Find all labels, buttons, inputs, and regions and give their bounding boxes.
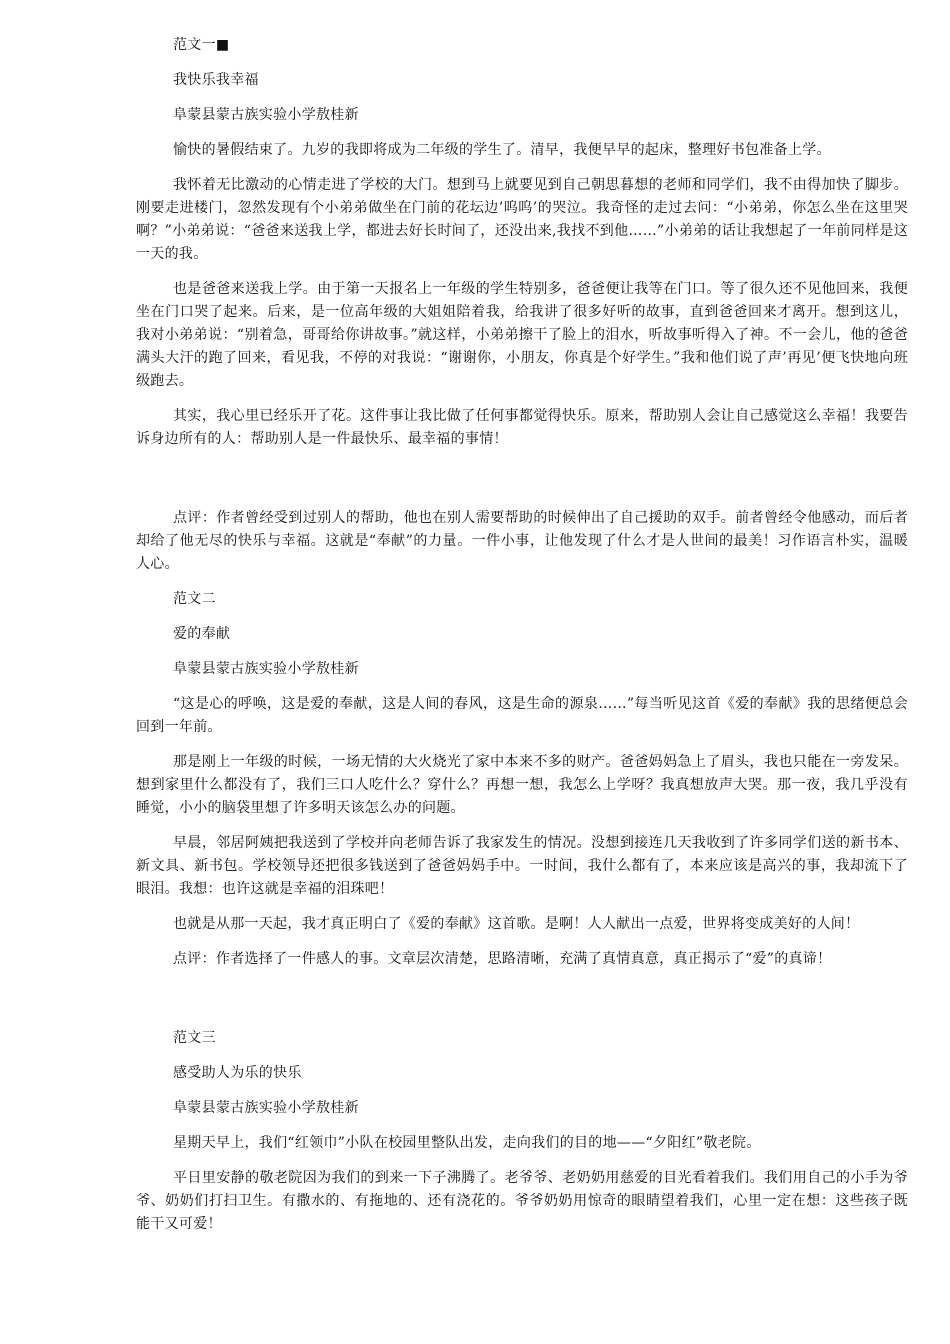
essay1-paragraph: 其实，我心里已经乐开了花。这件事让我比做了任何事都觉得快乐。原来，帮助别人会让自己感觉这么幸福！我要告诉身边所有的人：帮助别人是一件最快乐、最幸福的事情！ — [136, 408, 908, 447]
essay3-paragraph: 星期天早上，我们“红领巾”小队在校园里整队出发，走向我们的目的地——“夕阳红”敬老院。 — [173, 1135, 761, 1151]
essay2-title: 爱的奉献 — [173, 626, 231, 642]
essay2-paragraph: 那是刚上一年级的时候，一场无情的大火烧光了家中本来不多的财产。爸爸妈妈急上了眉头，我也只能在一旁发呆。想到家里什么都没有了，我们三口人吃什么？穿什么？再想一想，我怎么上学呀？我真想放声大哭。那一夜，我几乎没有睡觉，小小的脑袋里想了许多明天该怎么办的问题。 — [136, 754, 908, 816]
blank-spacer — [136, 983, 908, 1027]
document-page — [136, 34, 908, 1248]
essay1-paragraph: 也是爸爸来送我上学。由于第一天报名上一年级的学生特别多，爸爸便让我等在门口。等了很久还不见他回来，我便坐在门口哭了起来。后来，是一位高年级的大姐姐陪着我，给我讲了很多好听的故事，直到爸爸回来才离开。想到这儿，我对小弟弟说：“别着急，哥哥给你讲故事。”就这样，小弟弟擦干了脸上的泪水，听故事听得入了神。不一会儿，他的爸爸满头大汗的跑了回来，看见我，不停的对我说：“谢谢你，小朋友，你真是个好学生。”我和他们说了声’再见’便飞快地向班级跑去。 — [136, 281, 908, 389]
blank-spacer — [136, 463, 908, 507]
essay2-paragraph: 也就是从那一天起，我才真正明白了《爱的奉献》这首歌。是啊！人人献出一点爱，世界将变成美好的人间！ — [173, 916, 860, 932]
essay1-title: 我快乐我幸福 — [173, 72, 259, 88]
essay1-author: 阜蒙县蒙古族实验小学敖桂新 — [173, 107, 359, 123]
essay2-comment: 点评：作者选择了一件感人的事。文章层次清楚，思路清晰，充满了真情真意，真正揭示了“爱”的真谛！ — [173, 951, 832, 967]
essay3-heading: 范文三 — [173, 1030, 216, 1046]
essay1-paragraph: 我怀着无比激动的心情走进了学校的大门。想到马上就要见到自己朝思暮想的老师和同学们，我不由得加快了脚步。刚要走进楼门，忽然发现有个小弟弟做坐在门前的花坛边’呜呜’的哭泣。我奇怪的走过去问：“小弟弟，你怎么坐在这里哭啊？”小弟弟说：“爸爸来送我上学，都进去好长时间了，还没出来,我找不到他……”小弟弟的话让我想起了一年前同样是这一天的我。 — [136, 177, 908, 262]
essay1-paragraph: 愉快的暑假结束了。九岁的我即将成为二年级的学生了。清早，我便早早的起床，整理好书包准备上学。 — [173, 142, 831, 158]
essay3-author: 阜蒙县蒙古族实验小学敖桂新 — [173, 1100, 359, 1116]
essay2-heading: 范文二 — [173, 591, 216, 607]
essay2-paragraph: 早晨，邻居阿姨把我送到了学校并向老师告诉了我家发生的情况。没想到接连几天我收到了许多同学们送的新书本、新文具、新书包。学校领导还把很多钱送到了爸爸妈妈手中。一时间，我什么都有了，本来应该是高兴的事，我却流下了眼泪。我想：也许这就是幸福的泪珠吧！ — [136, 835, 908, 897]
essay2-paragraph: “这是心的呼唤，这是爱的奉献，这是人间的春风，这是生命的源泉……”每当听见这首《爱的奉献》我的思绪便总会回到一年前。 — [136, 696, 908, 735]
essay3-paragraph: 平日里安静的敬老院因为我们的到来一下子沸腾了。老爷爷、老奶奶用慈爱的目光看着我们。我们用自己的小手为爷爷、奶奶们打扫卫生。有撒水的、有拖地的、还有浇花的。爷爷奶奶用惊奇的眼睛望着我们，心里一定在想：这些孩子既能干又可爱！ — [136, 1170, 908, 1232]
essay1-heading: 范文一■ — [173, 37, 230, 53]
essay3-title: 感受助人为乐的快乐 — [173, 1065, 302, 1081]
essay1-comment: 点评：作者曾经受到过别人的帮助，他也在别人需要帮助的时候伸出了自己援助的双手。前者曾经令他感动，而后者却给了他无尽的快乐与幸福。这就是“奉献”的力量。一件小事，让他发现了什么才是人世间的最美！习作语言朴实，温暖人心。 — [136, 510, 908, 572]
essay2-author: 阜蒙县蒙古族实验小学敖桂新 — [173, 661, 359, 677]
